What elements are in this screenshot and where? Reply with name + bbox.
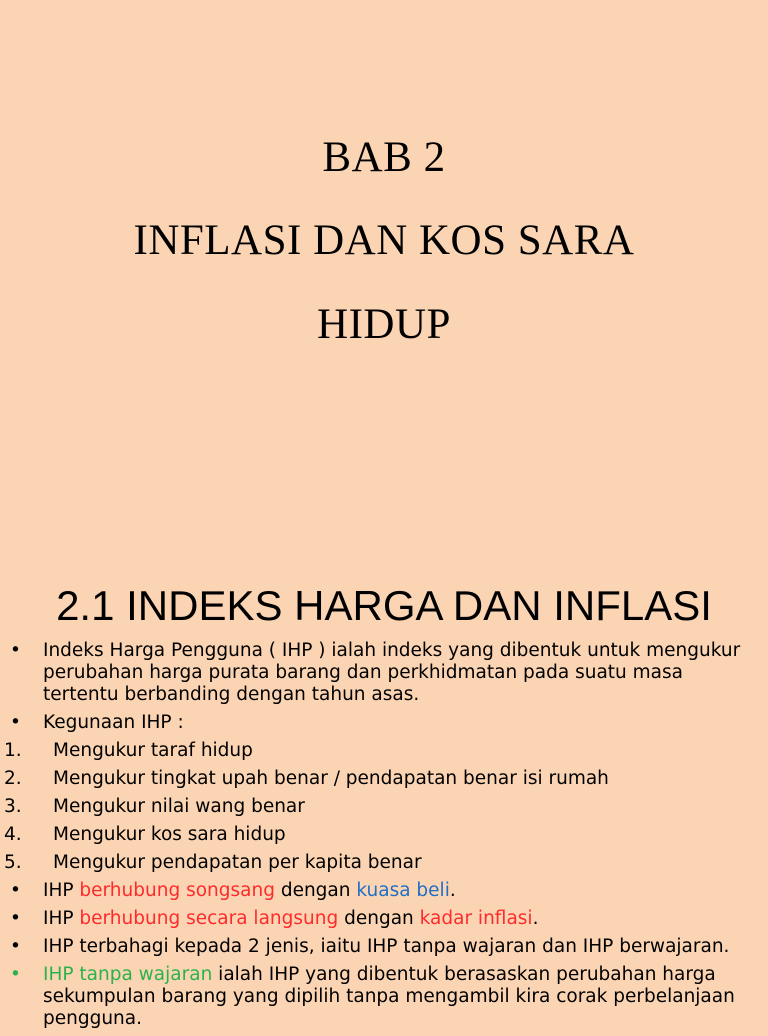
list-number: 3.	[4, 796, 22, 817]
highlight-blue: kuasa beli	[356, 880, 450, 901]
list-item	[0, 796, 768, 818]
relation-item-1	[0, 880, 768, 902]
types-text: IHP terbahagi kepada 2 jenis, iaitu IHP tanpa wajaran dan IHP berwajaran.	[43, 936, 730, 957]
unweighted-item	[0, 964, 768, 1030]
definition-text: Indeks Harga Pengguna ( IHP ) ialah indeks yang dibentuk untuk mengukur perubahan harga purata barang dan perkhidmatan pada suatu masa tertentu berbanding dengan tahun asas.	[43, 640, 741, 705]
bullet-icon: •	[10, 936, 21, 957]
highlight-red: berhubung secara langsung	[79, 908, 339, 929]
relation-text: dengan	[338, 908, 420, 929]
chapter-subtitle-line-1: INFLASI DAN KOS SARA	[133, 217, 635, 264]
list-text: Mengukur taraf hidup	[53, 740, 253, 761]
list-text: Mengukur nilai wang benar	[53, 796, 305, 817]
list-number: 2.	[4, 768, 22, 789]
list-text: Mengukur kos sara hidup	[53, 824, 286, 845]
highlight-red: berhubung songsang	[79, 880, 275, 901]
list-text: Mengukur tingkat upah benar / pendapatan benar isi rumah	[53, 768, 609, 789]
relation-item-2	[0, 908, 768, 930]
relation-text: dengan	[274, 880, 357, 901]
relation-text: IHP	[43, 908, 80, 929]
list-item	[0, 768, 768, 790]
bullet-icon: •	[10, 712, 21, 733]
list-number: 1.	[4, 740, 22, 761]
bullet-icon: •	[10, 880, 21, 901]
definition-item	[0, 640, 768, 706]
relation-text: .	[449, 880, 456, 901]
uses-title: Kegunaan IHP :	[43, 712, 184, 733]
uses-title-item	[0, 712, 768, 734]
highlight-green: IHP tanpa wajaran	[43, 964, 213, 985]
list-number: 4.	[4, 824, 22, 845]
highlight-red: kadar inflasi	[419, 908, 533, 929]
section-heading: 2.1 INDEKS HARGA DAN INFLASI	[56, 582, 712, 629]
list-item	[0, 852, 768, 874]
green-bullet-icon: •	[10, 964, 21, 985]
bullet-icon: •	[10, 908, 21, 929]
list-number: 5.	[4, 852, 22, 873]
list-text: Mengukur pendapatan per kapita benar	[53, 852, 422, 873]
list-item	[0, 740, 768, 762]
content-slide	[0, 560, 768, 1029]
chapter-title: BAB 2	[322, 134, 446, 181]
bullet-icon: •	[10, 640, 21, 661]
relation-text: IHP	[43, 880, 80, 901]
relation-text: .	[532, 908, 539, 929]
unweighted-text: ialah IHP yang dibentuk berasaskan perubahan harga sekumpulan barang yang dipilih tanpa mengambil kira corak perbelanjaan pengguna.	[43, 964, 735, 1029]
types-item	[0, 936, 768, 958]
content-body	[0, 640, 768, 1036]
list-item	[0, 824, 768, 846]
chapter-subtitle-line-2: HIDUP	[317, 301, 451, 348]
